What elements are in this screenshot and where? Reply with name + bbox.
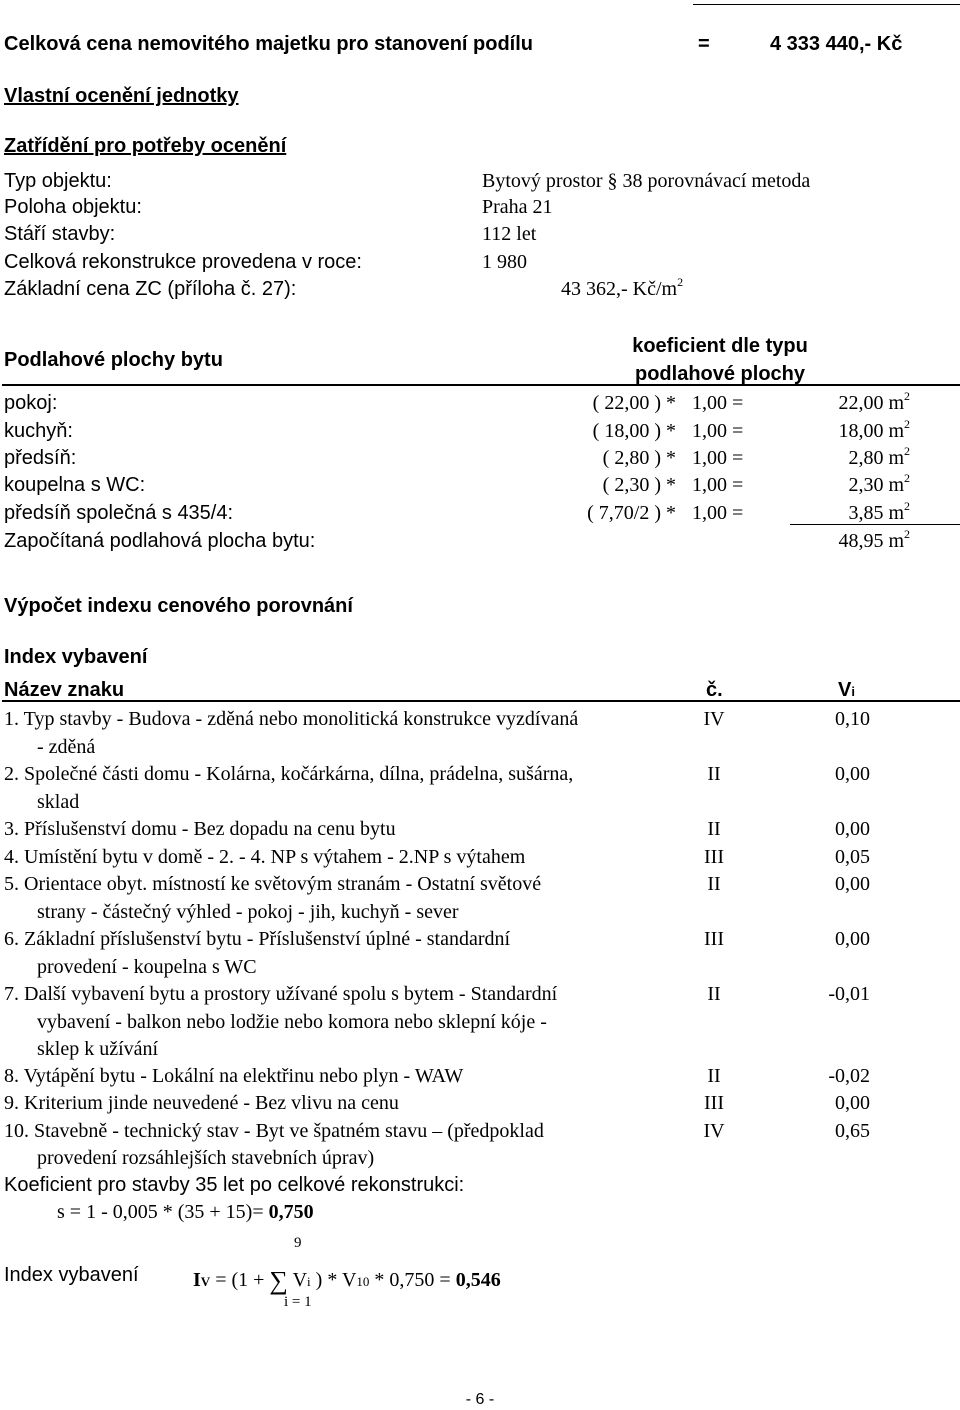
floor-row-formula: ( 22,00 ) * <box>592 392 676 414</box>
item-roman: III <box>704 1092 724 1114</box>
floor-total-value: 48,95 $m^2$ <box>838 527 910 552</box>
floor-row-coef: 1,00 = <box>692 502 744 524</box>
floor-row-formula: ( 18,00 ) * <box>592 420 676 442</box>
top-rule <box>693 4 960 5</box>
list-item-cont: sklad <box>37 791 80 813</box>
list-item-cont: provedení - koupelna s WC <box>37 956 257 978</box>
item-roman: II <box>707 1065 721 1087</box>
floor-row-label: předsíň společná s 435/4: <box>4 502 234 524</box>
coefficient-formula: s = 1 - 0,005 * (35 + 15)= 0,750 <box>57 1201 314 1223</box>
item-roman: II <box>707 763 721 785</box>
item-value: 0,65 <box>835 1120 870 1142</box>
floor-row-result: 18,00 $m^2$ <box>838 417 910 442</box>
floor-row-result: 3,85 $m^2$ <box>848 499 910 524</box>
list-item-cont: provedení rozsáhlejších stavebních úprav) <box>37 1147 375 1169</box>
object-age-value: 112 let <box>482 223 537 245</box>
floor-row-label: pokoj: <box>4 392 58 414</box>
item-value: 0,10 <box>835 708 870 730</box>
floor-row-coef: 1,00 = <box>692 420 744 442</box>
heading-classification: Zatřídění pro potřeby ocenění <box>4 135 287 157</box>
table-header-vi: Vi <box>838 679 855 701</box>
list-item: 3. Příslušenství domu - Bez dopadu na cenu bytu <box>4 818 396 840</box>
floor-row-formula: ( 2,80 ) * <box>602 447 676 469</box>
item-roman: IV <box>703 708 725 730</box>
coefficient-label: Koeficient pro stavby 35 let po celkové rekonstrukci: <box>4 1174 465 1196</box>
table-header-name: Název znaku <box>4 679 125 701</box>
item-value: 0,00 <box>835 873 870 895</box>
list-item: 9. Kriterium jinde neuvedené - Bez vlivu na cenu <box>4 1092 399 1114</box>
heading-own-valuation: Vlastní ocenění jednotky <box>4 85 239 107</box>
object-type-label: Typ objektu: <box>4 170 112 192</box>
list-item-cont: strany - částečný výhled - pokoj - jih, kuchyň - sever <box>37 901 459 923</box>
list-item: 10. Stavebně - technický stav - Byt ve špatném stavu – (předpoklad <box>4 1120 544 1142</box>
list-item: 6. Základní příslušenství bytu - Příslušenství úplné - standardní <box>4 928 511 950</box>
floor-total-label: Započítaná podlahová plocha bytu: <box>4 530 316 552</box>
list-item: 4. Umístění bytu v domě - 2. - 4. NP s výtahem - 2.NP s výtahem <box>4 846 526 868</box>
page-number: - 6 - <box>465 1391 495 1408</box>
floor-row-formula: ( 7,70/2 ) * <box>587 502 676 524</box>
list-item: 8. Vytápění bytu - Lokální na elektřinu nebo plyn - WAW <box>4 1065 464 1087</box>
table-header-rule <box>2 700 960 702</box>
floor-row-result: 22,00 $m^2$ <box>838 389 910 414</box>
item-roman: II <box>707 873 721 895</box>
floor-row-coef: 1,00 = <box>692 392 744 414</box>
floor-row-result: 2,80 $m^2$ <box>848 444 910 469</box>
list-item: 7. Další vybavení bytu a prostory užívané spolu s bytem - Standardní <box>4 983 558 1005</box>
base-price-value: 43 362,- $Kč/m^2$ <box>561 275 684 300</box>
base-price-label: Základní cena ZC (příloha č. 27): <box>4 278 297 300</box>
item-roman: IV <box>703 1120 725 1142</box>
object-location-value: Praha 21 <box>482 196 553 218</box>
list-item-cont: sklep k užívání <box>37 1038 159 1060</box>
item-value: -0,02 <box>828 1065 870 1087</box>
sum-bottom: i = 1 <box>284 1294 312 1310</box>
item-value: 0,00 <box>835 818 870 840</box>
heading-index-equipment: Index vybavení <box>4 646 148 668</box>
item-value: 0,00 <box>835 1092 870 1114</box>
list-item: 2. Společné části domu - Kolárna, kočárkárna, dílna, prádelna, sušárna, <box>4 763 574 785</box>
item-roman: III <box>704 928 724 950</box>
floor-row-coef: 1,00 = <box>692 447 744 469</box>
floor-total-rule <box>790 524 960 525</box>
heading-index-calc: Výpočet indexu cenového porovnání <box>4 595 353 617</box>
list-item-cont: - zděná <box>37 736 96 758</box>
item-roman: II <box>707 983 721 1005</box>
reconstruction-value: 1 980 <box>482 251 527 273</box>
floor-row-label: koupelna s WC: <box>4 474 146 496</box>
reconstruction-label: Celková rekonstrukce provedena v roce: <box>4 251 362 273</box>
item-roman: II <box>707 818 721 840</box>
floor-row-coef: 1,00 = <box>692 474 744 496</box>
object-location-label: Poloha objektu: <box>4 196 142 218</box>
floor-row-formula: ( 2,30 ) * <box>602 474 676 496</box>
list-item: 1. Typ stavby - Budova - zděná nebo monolitická konstrukce vyzdívaná <box>4 708 579 730</box>
floor-row-result: 2,30 $m^2$ <box>848 471 910 496</box>
sum-top: 9 <box>294 1235 302 1251</box>
object-age-label: Stáří stavby: <box>4 223 116 245</box>
floor-header-rule <box>2 384 960 386</box>
floor-areas-title: Podlahové plochy bytu <box>4 349 223 371</box>
list-item: 5. Orientace obyt. místností ke světovým stranám - Ostatní světové <box>4 873 542 895</box>
index-formula: IV = (1 + ∑ Vi ) * V10 * 0,750 = 0,546 <box>193 1266 501 1295</box>
table-header-no: č. <box>706 679 723 701</box>
floor-row-label: kuchyň: <box>4 420 73 442</box>
total-price-value: 4 333 440,- Kč <box>770 33 903 55</box>
total-price-label: Celková cena nemovitého majetku pro stanovení podílu <box>4 33 534 55</box>
floor-row-label: předsíň: <box>4 447 77 469</box>
object-type-value: Bytový prostor § 38 porovnávací metoda <box>482 170 811 192</box>
item-roman: III <box>704 846 724 868</box>
coef-header-1: koeficient dle typu <box>632 335 808 357</box>
coef-header-2: podlahové plochy <box>634 363 806 385</box>
item-value: 0,05 <box>835 846 870 868</box>
total-price-equals: = <box>698 33 710 55</box>
index-label: Index vybavení <box>4 1264 139 1286</box>
sigma-icon: ∑ <box>269 1266 288 1295</box>
item-value: 0,00 <box>835 928 870 950</box>
item-value: 0,00 <box>835 763 870 785</box>
item-value: -0,01 <box>828 983 870 1005</box>
list-item-cont: vybavení - balkon nebo lodžie nebo komora nebo sklepní kóje - <box>37 1011 547 1033</box>
